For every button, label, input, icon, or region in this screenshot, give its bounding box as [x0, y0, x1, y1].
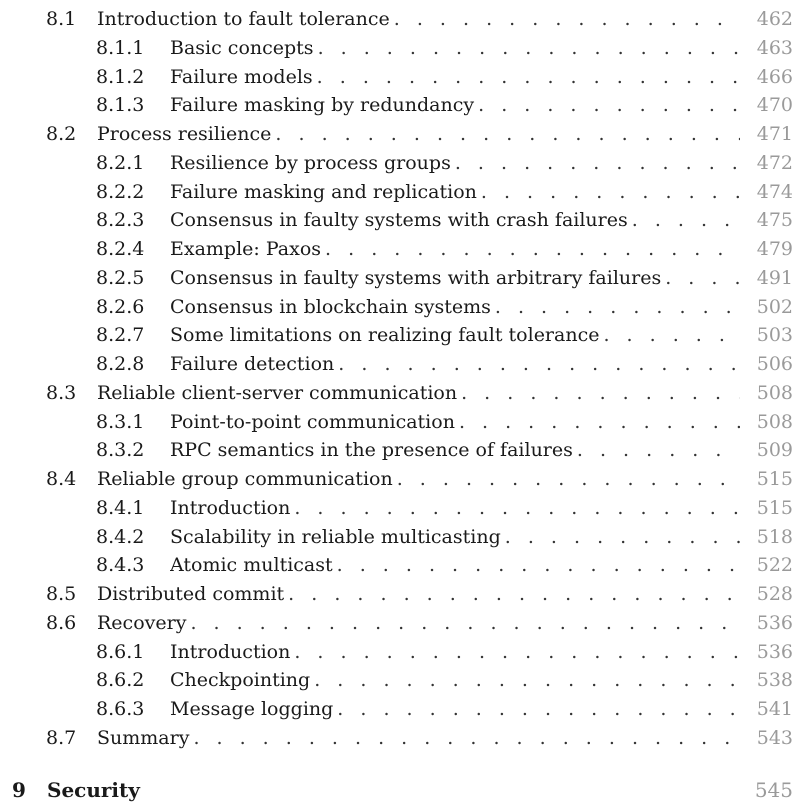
dot-leader: [294, 638, 740, 667]
section-number: 8.5: [46, 583, 77, 605]
toc-entry[interactable]: [0, 34, 800, 63]
dot-leader: [337, 551, 740, 580]
page-number[interactable]: 462: [756, 8, 793, 30]
chapter-number: 9: [12, 778, 26, 802]
page-number[interactable]: 508: [756, 381, 793, 404]
page-number[interactable]: 541: [756, 698, 793, 720]
section-number: 8.2.5: [96, 266, 145, 289]
page-number[interactable]: 472: [756, 151, 793, 174]
section-number: 8.4.1: [96, 496, 145, 519]
page-number[interactable]: 536: [756, 640, 793, 663]
toc-entry[interactable]: [0, 580, 800, 609]
page-number[interactable]: 522: [756, 554, 793, 577]
toc-entry[interactable]: [0, 379, 800, 408]
section-title[interactable]: Resilience by process groups: [170, 151, 451, 174]
section-number: 8.2.6: [96, 295, 145, 318]
section-number: 8.6.2: [96, 669, 145, 692]
page-number[interactable]: 470: [756, 94, 793, 117]
dot-leader: [665, 264, 740, 293]
section-number: 8.6: [46, 611, 77, 634]
section-title[interactable]: Reliable group communication: [97, 468, 393, 490]
chapter-heading[interactable]: [0, 775, 800, 805]
dot-leader: [577, 436, 740, 465]
toc-entry[interactable]: [0, 551, 800, 580]
section-title[interactable]: Basic concepts: [170, 36, 314, 59]
chapter-page-number[interactable]: 545: [754, 778, 793, 802]
toc-entry[interactable]: [0, 91, 800, 120]
page-number[interactable]: 475: [756, 209, 793, 232]
page-number[interactable]: 491: [756, 266, 793, 289]
section-number: 8.4.2: [96, 525, 145, 548]
toc-entry[interactable]: [0, 5, 800, 34]
dot-leader: [318, 34, 740, 63]
dot-leader: [394, 5, 740, 34]
section-number: 8.2.1: [96, 151, 145, 174]
section-number: 8.2.2: [96, 180, 145, 203]
section-number: 8.2: [46, 123, 77, 145]
section-number: 8.2.4: [96, 238, 145, 260]
dot-leader: [397, 465, 740, 494]
section-number: 8.7: [46, 726, 77, 749]
page-number[interactable]: 508: [756, 410, 793, 433]
section-title[interactable]: Recovery: [97, 611, 187, 634]
dot-leader: [481, 178, 740, 207]
section-title[interactable]: Some limitations on realizing fault tolerance: [170, 324, 600, 347]
section-title[interactable]: Introduction: [170, 640, 291, 663]
section-title[interactable]: Reliable client-server communication: [97, 381, 458, 404]
toc-entry[interactable]: [0, 494, 800, 523]
page-number[interactable]: 515: [756, 496, 793, 519]
dot-leader: [505, 523, 740, 552]
toc-entry[interactable]: [0, 350, 800, 379]
section-title[interactable]: Summary: [97, 726, 190, 749]
section-number: 8.4.3: [96, 554, 145, 577]
section-title[interactable]: Atomic multicast: [170, 554, 333, 577]
section-title[interactable]: Process resilience: [97, 123, 272, 145]
page-number[interactable]: 515: [756, 468, 793, 490]
section-number: 8.1.2: [96, 65, 145, 88]
toc-entry[interactable]: [0, 609, 800, 638]
page-number[interactable]: 538: [756, 669, 793, 692]
dot-leader: [461, 379, 740, 408]
toc-entry[interactable]: [0, 293, 800, 322]
dot-leader: [325, 235, 740, 264]
toc-entry[interactable]: [0, 321, 800, 350]
section-title[interactable]: Failure masking by redundancy: [170, 94, 475, 117]
section-number: 8.3.1: [96, 410, 145, 433]
section-number: 8.2.7: [96, 324, 145, 347]
section-title[interactable]: Consensus in faulty systems with crash failures: [170, 209, 628, 232]
section-title[interactable]: Introduction: [170, 496, 291, 519]
section-number: 8.3: [46, 381, 77, 404]
section-number: 8.1: [46, 8, 77, 30]
section-number: 8.2.3: [96, 209, 145, 232]
section-title[interactable]: Message logging: [170, 698, 334, 720]
toc-entry[interactable]: [0, 523, 800, 552]
dot-leader: [632, 206, 740, 235]
section-title[interactable]: Scalability in reliable multicasting: [170, 525, 501, 548]
page-number[interactable]: 463: [756, 36, 793, 59]
dot-leader: [337, 695, 740, 724]
section-number: 8.1.1: [96, 36, 145, 59]
section-number: 8.4: [46, 468, 77, 490]
page-number[interactable]: 528: [756, 583, 793, 605]
page-number[interactable]: 543: [756, 726, 793, 749]
page-number[interactable]: 518: [756, 525, 793, 548]
section-number: 8.6.1: [96, 640, 145, 663]
section-title[interactable]: Point-to-point communication: [170, 410, 455, 433]
section-title[interactable]: Consensus in faulty systems with arbitrary failures: [170, 266, 662, 289]
toc-entry[interactable]: [0, 436, 800, 465]
page-number[interactable]: 502: [756, 295, 793, 318]
dot-leader: [459, 408, 740, 437]
dot-leader: [495, 293, 740, 322]
toc-entry[interactable]: [0, 666, 800, 695]
toc-entry[interactable]: [0, 206, 800, 235]
toc-entry[interactable]: [0, 465, 800, 494]
page-number[interactable]: 509: [756, 439, 793, 462]
page-number[interactable]: 506: [756, 353, 793, 375]
dot-leader: [275, 120, 740, 149]
toc-entry[interactable]: [0, 63, 800, 92]
section-title[interactable]: Introduction to fault tolerance: [97, 8, 390, 30]
dot-leader: [603, 321, 740, 350]
toc-entry[interactable]: [0, 264, 800, 293]
toc-entry[interactable]: [0, 695, 800, 724]
section-title[interactable]: Example: Paxos: [170, 238, 322, 260]
toc-entry[interactable]: [0, 120, 800, 149]
toc-entry[interactable]: [0, 149, 800, 178]
page-number[interactable]: 536: [756, 611, 793, 634]
dot-leader: [317, 63, 740, 92]
section-title[interactable]: RPC semantics in the presence of failures: [170, 439, 573, 462]
dot-leader: [314, 666, 740, 695]
chapter-title[interactable]: Security: [47, 778, 140, 802]
dot-leader: [455, 149, 740, 178]
dot-leader: [190, 609, 740, 638]
toc-entry[interactable]: [0, 638, 800, 667]
section-title[interactable]: Failure detection: [170, 353, 335, 375]
section-number: 8.3.2: [96, 439, 145, 462]
toc-entry[interactable]: [0, 724, 800, 753]
section-number: 8.1.3: [96, 94, 145, 117]
dot-leader: [478, 91, 740, 120]
page-number[interactable]: 474: [756, 180, 793, 203]
section-title[interactable]: Distributed commit: [97, 583, 285, 605]
page-number[interactable]: 466: [756, 65, 793, 88]
page-number[interactable]: 503: [756, 324, 793, 347]
section-title[interactable]: Failure models: [170, 65, 313, 88]
dot-leader: [288, 580, 740, 609]
toc-entry[interactable]: [0, 178, 800, 207]
toc-entry[interactable]: [0, 235, 800, 264]
page-number[interactable]: 479: [756, 238, 793, 260]
dot-leader: [338, 350, 740, 379]
section-title[interactable]: Checkpointing: [170, 669, 311, 692]
toc-entry[interactable]: [0, 408, 800, 437]
section-title[interactable]: Failure masking and replication: [170, 180, 477, 203]
dot-leader: [193, 724, 740, 753]
dot-leader: [294, 494, 740, 523]
section-number: 8.2.8: [96, 353, 145, 375]
section-title[interactable]: Consensus in blockchain systems: [170, 295, 491, 318]
table-of-contents: [0, 5, 800, 753]
page-number[interactable]: 471: [756, 123, 793, 145]
section-number: 8.6.3: [96, 698, 145, 720]
